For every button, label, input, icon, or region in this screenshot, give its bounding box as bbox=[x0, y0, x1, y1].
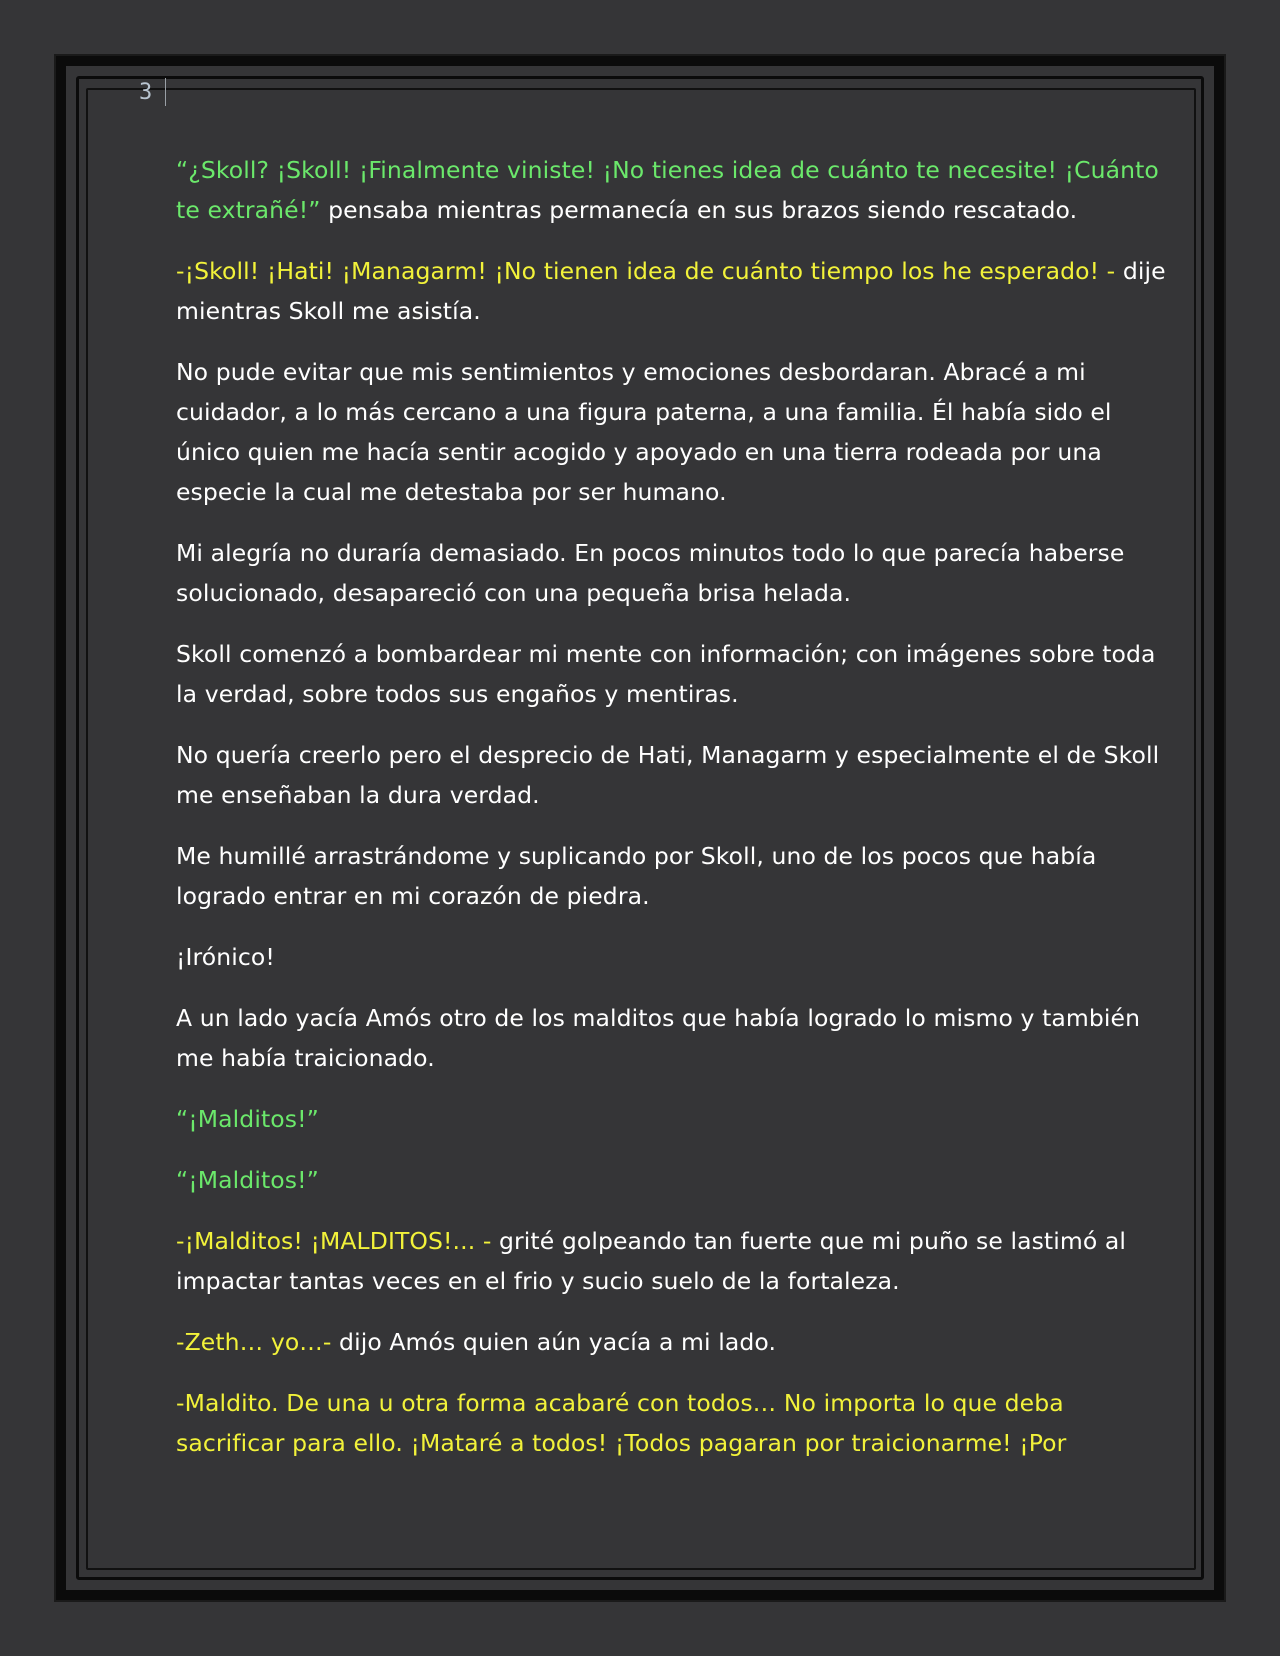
thought-text: “¡Malditos!” bbox=[176, 1105, 319, 1133]
dialogue-text: -¡Malditos! ¡MALDITOS!... - bbox=[176, 1227, 492, 1255]
narration-text: No pude evitar que mis sentimientos y emociones desbordaran. Abracé a mi cuidador, a lo más cercano a una figura paterna, a una familia. Él había sido el único quien me hacía sentir acogido y apoyado en una tierra rodeada por una especie la cual me detestaba por ser humano. bbox=[176, 358, 1112, 506]
story-text[interactable] bbox=[176, 150, 1176, 1484]
paragraph bbox=[176, 937, 1176, 977]
narration-text: A un lado yacía Amós otro de los malditos que había logrado lo mismo y también me había traicionado. bbox=[176, 1004, 1141, 1072]
narration-text: Skoll comenzó a bombardear mi mente con información; con imágenes sobre toda la verdad, sobre todos sus engaños y mentiras. bbox=[176, 640, 1156, 708]
thought-text: “¡Malditos!” bbox=[176, 1166, 319, 1194]
narration-text: grité golpeando tan fuerte que mi puño se lastimó al impactar tantas veces en el frio y sucio suelo de la fortaleza. bbox=[176, 1227, 1127, 1295]
dialogue-text: -Maldito. De una u otra forma acabaré con todos… No importa lo que deba sacrificar para ello. ¡Mataré a todos! ¡Todos pagaran por traicionarme! ¡Por bbox=[176, 1389, 1067, 1457]
paragraph bbox=[176, 634, 1176, 714]
text-cursor bbox=[165, 78, 166, 106]
paragraph bbox=[176, 836, 1176, 916]
paragraph bbox=[176, 735, 1176, 815]
paragraph bbox=[176, 1160, 1176, 1200]
page-number: 3 bbox=[139, 80, 153, 105]
paragraph bbox=[176, 1099, 1176, 1139]
dialogue-text: -¡Skoll! ¡Hati! ¡Managarm! ¡No tienen idea de cuánto tiempo los he esperado! - bbox=[176, 257, 1116, 285]
paragraph bbox=[176, 1383, 1176, 1463]
paragraph bbox=[176, 998, 1176, 1078]
page-frame bbox=[56, 56, 1224, 1600]
narration-text: ¡Irónico! bbox=[176, 943, 275, 971]
paragraph bbox=[176, 150, 1176, 230]
thought-text: “¿Skoll? ¡Skoll! ¡Finalmente viniste! ¡No tienes idea de cuánto te necesite! ¡Cuánto te extrañé!” bbox=[176, 156, 1159, 224]
narration-text: Me humillé arrastrándome y suplicando por Skoll, uno de los pocos que había logrado entrar en mi corazón de piedra. bbox=[176, 842, 1097, 910]
dialogue-text: -Zeth… yo…- bbox=[176, 1328, 332, 1356]
paragraph bbox=[176, 1221, 1176, 1301]
paragraph bbox=[176, 533, 1176, 613]
narration-text: pensaba mientras permanecía en sus brazos siendo rescatado. bbox=[320, 196, 1078, 224]
paragraph bbox=[176, 251, 1176, 331]
narration-text: Mi alegría no duraría demasiado. En pocos minutos todo lo que parecía haberse solucionado, desapareció con una pequeña brisa helada. bbox=[176, 539, 1125, 607]
narration-text: No quería creerlo pero el desprecio de Hati, Managarm y especialmente el de Skoll me enseñaban la dura verdad. bbox=[176, 741, 1160, 809]
narration-text: dije mientras Skoll me asistía. bbox=[176, 257, 1166, 325]
narration-text: dijo Amós quien aún yacía a mi lado. bbox=[331, 1328, 777, 1356]
paragraph bbox=[176, 1322, 1176, 1362]
paragraph bbox=[176, 352, 1176, 512]
